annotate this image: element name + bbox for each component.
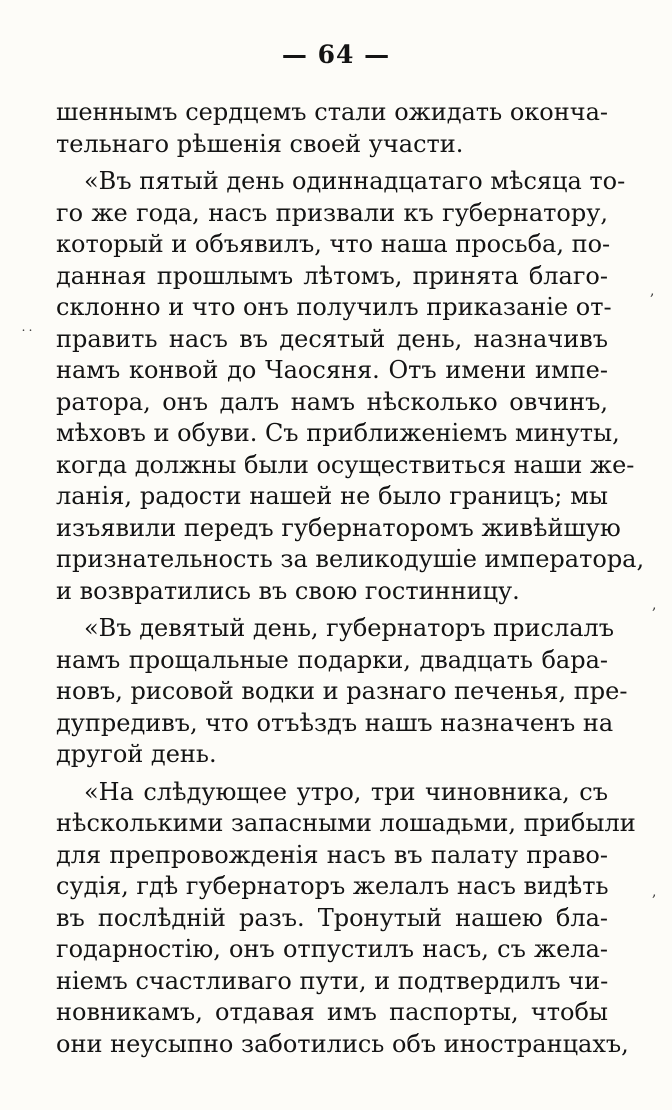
text-line: когда должны были осуществиться наши же- (56, 450, 635, 479)
text-line: склонно и что онъ получилъ приказаніе от- (56, 293, 612, 321)
text-line: намъ конвой до Чаосяня. Отъ имени импе- (56, 356, 608, 384)
margin-mark: , (652, 884, 657, 900)
text-line: годарностію, онъ отпустилъ насъ, съ жела- (56, 935, 608, 963)
text-line: «Въ девятый день, губернаторъ прислалъ (84, 614, 615, 642)
text-line: который и объявилъ, что наша просьба, по- (56, 230, 611, 258)
text-line: тельнаго рѣшенія своей участи. (56, 129, 464, 158)
text-line: новникамъ, отдавая имъ паспорты, чтобы (56, 998, 608, 1026)
text-line: новъ, рисовой водки и разнаго печенья, пре- (56, 677, 628, 705)
text-line: дупредивъ, что отъѣздъ нашъ назначенъ на (56, 708, 614, 737)
paragraph-3 (56, 613, 628, 771)
text-line: ратора, онъ далъ намъ нѣсколько овчинъ, (56, 387, 608, 416)
text-line: ніемъ счастливаго пути, и подтвердилъ чи- (56, 966, 609, 995)
text-line: ланія, радости нашей не было границъ; мы (56, 482, 608, 510)
text-line: «Въ пятый день одиннадцатаго мѣсяца то- (84, 167, 626, 195)
text-line: го же года, насъ призвали къ губернатору, (56, 198, 608, 227)
text-line: судія, гдѣ губернаторъ желалъ насъ видѣть (56, 872, 609, 900)
text-line: намъ прощальные подарки, двадцать бара- (56, 645, 608, 674)
margin-mark: , (650, 283, 655, 299)
text-line: признательность за великодушіе императора, (56, 545, 645, 573)
text-line: данная прошлымъ лѣтомъ, принята благо- (56, 261, 608, 290)
paragraph-2 (56, 166, 645, 607)
body-text (56, 97, 645, 1066)
text-line: и возвратились въ свою гостинницу. (56, 576, 520, 605)
text-line: шеннымъ сердцемъ стали ожидать оконча- (56, 98, 608, 126)
text-line: «На слѣдующее утро, три чиновника, съ (84, 777, 608, 806)
paragraph-4 (56, 777, 636, 1061)
text-line: для препровожденія насъ въ палату право- (56, 840, 608, 869)
text-line: нѣсколькими запасными лошадьми, прибыли (56, 809, 636, 837)
text-line: въ послѣдній разъ. Тронутый нашею бла- (56, 903, 608, 932)
text-line: они неусыпно заботились объ иностранцахъ, (56, 1029, 629, 1058)
paragraph-1 (56, 97, 608, 160)
text-line: мѣховъ и обуви. Съ приближеніемъ минуты, (56, 419, 620, 447)
margin-mark: , (652, 597, 657, 613)
text-line: изъявили передъ губернаторомъ живѣйшую (56, 513, 621, 542)
text-line: править насъ въ десятый день, назначивъ (56, 324, 608, 353)
text-line: другой день. (56, 740, 217, 768)
page-number: — 64 — (281, 40, 391, 69)
margin-mark: ˙˙ (20, 328, 34, 344)
